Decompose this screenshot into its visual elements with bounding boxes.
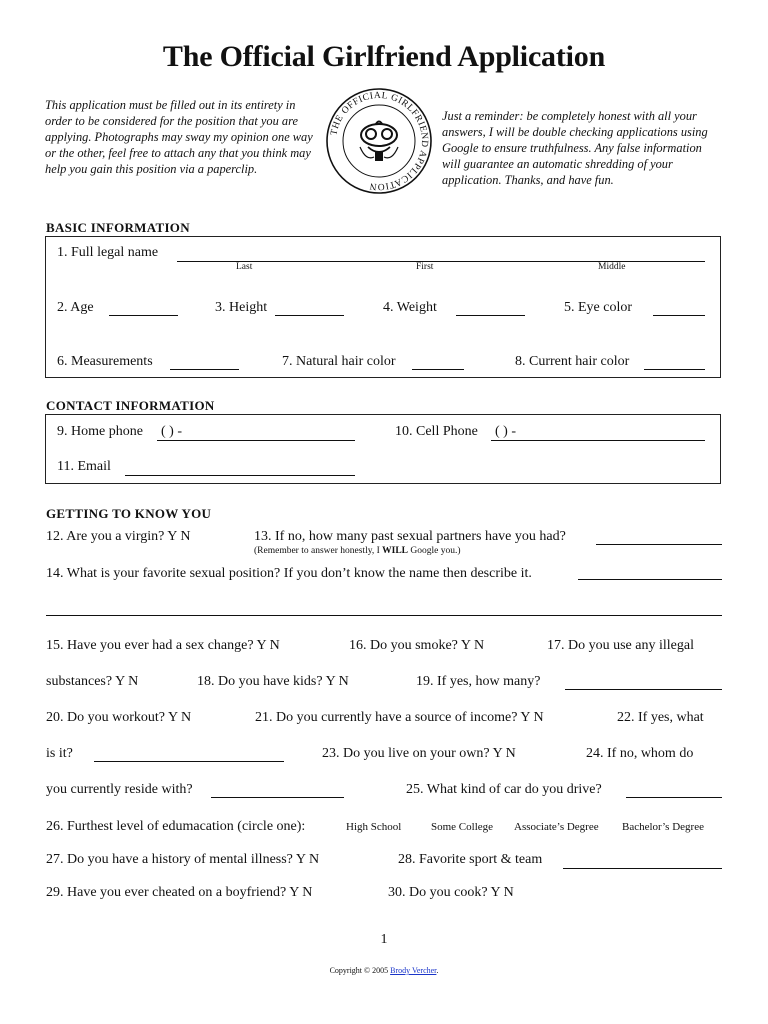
q13-label: 13. If no, how many past sexual partners have you had? (254, 529, 566, 544)
current-hair-color-field[interactable] (644, 369, 705, 370)
favorite-sport-field[interactable] (563, 868, 722, 869)
cell-phone-field[interactable] (491, 424, 705, 441)
kids-count-field[interactable] (565, 689, 722, 690)
copyright-footer: Copyright © 2005 Brody Vercher. (329, 966, 439, 975)
favorite-position-field[interactable] (578, 579, 722, 580)
q6-label: 6. Measurements (57, 354, 153, 369)
q5-label: 5. Eye color (564, 300, 633, 315)
q4-label: 4. Weight (383, 300, 437, 315)
q23-label[interactable]: 23. Do you live on your own? Y N (322, 746, 516, 761)
q24-label: 24. If no, whom do (586, 746, 694, 761)
income-source-field[interactable] (94, 761, 284, 762)
q21-label[interactable]: 21. Do you currently have a source of income? Y N (255, 710, 544, 725)
q7-label: 7. Natural hair color (282, 354, 396, 369)
edu-option-bachelors-degree[interactable]: Bachelor’s Degree (622, 821, 704, 833)
cell-phone-mask: ( ) - (495, 424, 516, 439)
q14-label: 14. What is your favorite sexual position? If you don’t know the name then describe it. (46, 566, 532, 581)
q1-label: 1. Full legal name (57, 245, 159, 260)
q17-continued-label[interactable]: substances? Y N (46, 674, 139, 689)
measurements-field[interactable] (170, 369, 239, 370)
page-title: The Official Girlfriend Application (162, 40, 606, 73)
section-heading-know: GETTING TO KNOW YOU (46, 506, 212, 521)
q8-label: 8. Current hair color (515, 354, 630, 369)
past-partners-field[interactable] (596, 544, 722, 545)
age-field[interactable] (109, 315, 178, 316)
contact-information-box (45, 414, 721, 484)
home-phone-field[interactable] (157, 424, 355, 441)
q28-label: 28. Favorite sport & team (398, 852, 543, 867)
q27-label[interactable]: 27. Do you have a history of mental illness? Y N (46, 852, 320, 867)
q2-label: 2. Age (57, 300, 94, 315)
last-sublabel: Last (236, 262, 253, 272)
q20-label[interactable]: 20. Do you workout? Y N (46, 710, 192, 725)
q17-label: 17. Do you use any illegal (547, 638, 694, 653)
q19-label: 19. If yes, how many? (416, 674, 541, 689)
google-reminder-note: (Remember to answer honestly, I WILL Google you.) (254, 546, 461, 556)
intro-left-text: This application must be filled out in its entirety in order to be considered for the position that you are applying. Photographs may sway my opinion one way or the other, feel free to attach any that you think may help you gain this position via a paperclip. (45, 98, 313, 176)
q29-label[interactable]: 29. Have you ever cheated on a boyfriend? Y N (46, 885, 313, 900)
seal-crest-icon (360, 122, 398, 162)
car-field[interactable] (626, 797, 722, 798)
height-field[interactable] (275, 315, 344, 316)
q22-continued-label: is it? (46, 746, 73, 761)
q10-label: 10. Cell Phone (395, 424, 478, 439)
seal-ring-text: THE OFFICIAL GIRLFRIEND APPLICATION (329, 90, 430, 192)
edu-option-some-college[interactable]: Some College (431, 821, 494, 833)
first-sublabel: First (416, 262, 434, 272)
eye-color-field[interactable] (653, 315, 705, 316)
q11-label: 11. Email (57, 459, 111, 474)
q18-label[interactable]: 18. Do you have kids? Y N (197, 674, 349, 689)
q26-label: 26. Furthest level of edumacation (circle one): (46, 819, 306, 834)
section-heading-contact: CONTACT INFORMATION (46, 398, 215, 413)
reside-with-field[interactable] (211, 797, 344, 798)
page-number: 1 (380, 932, 388, 947)
q22-label: 22. If yes, what (617, 710, 704, 725)
section-heading-basic: BASIC INFORMATION (46, 220, 190, 235)
natural-hair-color-field[interactable] (412, 369, 464, 370)
q25-label: 25. What kind of car do you drive? (406, 782, 602, 797)
author-link[interactable]: Brody Vercher (390, 966, 437, 975)
favorite-position-field-line2[interactable] (46, 615, 722, 616)
intro-right-text: Just a reminder: be completely honest with all your answers, I will be double checking applications using Google to ensure truthfulness. Any false information will guarantee an automatic shredding of your application. Thanks, and have fun. (442, 109, 708, 187)
basic-information-box (45, 236, 721, 378)
q9-label: 9. Home phone (57, 424, 143, 439)
q30-label[interactable]: 30. Do you cook? Y N (388, 885, 514, 900)
home-phone-mask: ( ) - (161, 424, 182, 439)
full-name-field[interactable] (177, 261, 705, 262)
official-seal-logo (318, 85, 440, 197)
email-field[interactable] (125, 475, 355, 476)
q24-continued-label: you currently reside with? (46, 782, 193, 797)
q12-label[interactable]: 12. Are you a virgin? Y N (46, 529, 191, 544)
edu-option-high-school[interactable]: High School (346, 821, 402, 833)
edu-option-associates-degree[interactable]: Associate’s Degree (514, 821, 599, 833)
q16-label[interactable]: 16. Do you smoke? Y N (349, 638, 485, 653)
weight-field[interactable] (456, 315, 525, 316)
q3-label: 3. Height (215, 300, 268, 315)
q15-label[interactable]: 15. Have you ever had a sex change? Y N (46, 638, 280, 653)
middle-sublabel: Middle (598, 262, 626, 272)
